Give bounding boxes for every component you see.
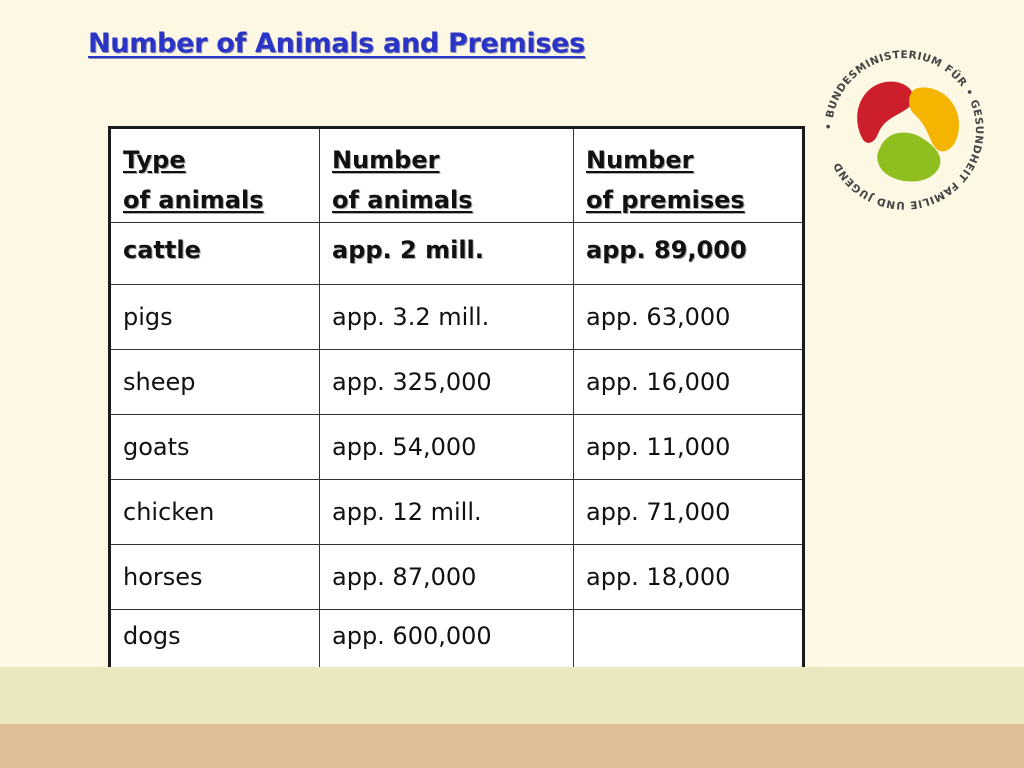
cell-animals: app. 325,000 [320,350,574,415]
cell-premises: app. 18,000 [574,545,804,610]
table-row [110,223,804,285]
cell-type: goats [110,415,320,480]
table-row [110,285,804,350]
svg-text:• BUNDESMINISTERIUM FÜR • GESU [823,49,985,211]
footer-band-green [0,667,1024,724]
header-line: Number [332,146,440,174]
logo-ring-text: • BUNDESMINISTERIUM FÜR • GESUNDHEIT FAMILIE UND JUGEND [822,48,986,212]
header-number-of-animals [320,128,574,223]
cell-premises: app. 11,000 [574,415,804,480]
table-row [110,350,804,415]
cell-animals: app. 54,000 [320,415,574,480]
cell-premises [574,610,804,670]
cell-animals: app. 600,000 [320,610,574,670]
table-row [110,480,804,545]
cell-animals: app. 12 mill. [320,480,574,545]
table-row [110,545,804,610]
header-line: of animals [332,186,473,214]
cell-type: dogs [110,610,320,670]
cell-premises: app. 16,000 [574,350,804,415]
ministry-logo [822,48,986,212]
cell-animals: app. 3.2 mill. [320,285,574,350]
footer-band-tan [0,724,1024,768]
header-line: of premises [586,186,745,214]
cell-type: chicken [110,480,320,545]
animals-table [108,126,805,671]
table-row [110,610,804,670]
header-line: Number [586,146,694,174]
header-type-of-animals [110,128,320,223]
cell-animals: app. 87,000 [320,545,574,610]
cell-type: cattle [110,223,320,285]
header-line: Type [123,146,186,174]
cell-type: pigs [110,285,320,350]
table-header-row [110,128,804,223]
table-row [110,415,804,480]
cell-type: horses [110,545,320,610]
slide-title: Number of Animals and Premises [88,28,585,59]
cell-premises: app. 71,000 [574,480,804,545]
cell-premises: app. 63,000 [574,285,804,350]
header-line: of animals [123,186,264,214]
cell-animals: app. 2 mill. [320,223,574,285]
header-number-of-premises [574,128,804,223]
cell-type: sheep [110,350,320,415]
cell-premises: app. 89,000 [574,223,804,285]
